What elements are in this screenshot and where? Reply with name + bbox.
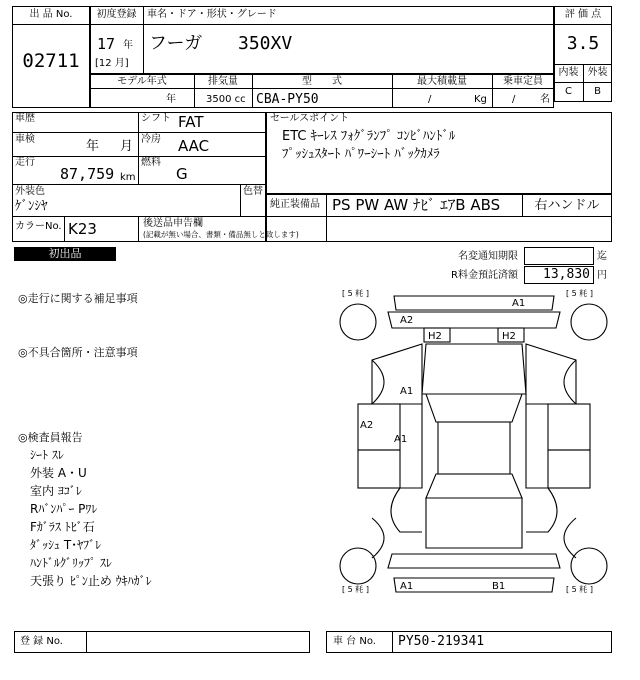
transfer-suffix: 迄	[597, 251, 607, 262]
reg-no-label: 登 録 No.	[20, 636, 63, 647]
first-reg-label: 初度登録	[96, 9, 137, 20]
mileage-value: 87,759	[60, 165, 115, 183]
right-front-door	[548, 404, 590, 450]
max-load-value: /	[428, 94, 432, 105]
shift-value: FAT	[178, 113, 204, 131]
color-no-value: K23	[68, 220, 97, 238]
tire-rear-right	[571, 548, 607, 584]
roof	[438, 422, 510, 474]
hood	[422, 344, 526, 394]
first-reg-year: 17	[97, 35, 116, 53]
tire-rear-left	[340, 548, 376, 584]
code-front-bumper: A1	[512, 298, 526, 309]
chassis-no-value: PY50-219341	[398, 634, 485, 649]
car-name: フーガ	[149, 33, 203, 54]
documents-note: (記載が無い場合、書類・備品無しと致します)	[143, 230, 299, 239]
report-line-7: ﾊﾝﾄﾞﾙｸﾞﾘｯﾌﾟ ｽﾚ	[30, 556, 112, 570]
code-headlight-right: H2	[502, 331, 516, 342]
inspection-month: 月	[120, 139, 134, 154]
recycle-unit: 円	[597, 270, 607, 281]
lot-label: 出 品 No.	[29, 9, 73, 20]
displacement-value: 3500 cc	[206, 94, 246, 105]
chassis-no-label: 車 台 No.	[333, 636, 376, 647]
code-left-rear-door: A1	[394, 434, 408, 445]
equipment-items: PS PW AW ﾅﾋﾞ ｴｱB ABS	[332, 196, 501, 214]
transfer-label: 名変通知期限	[458, 251, 518, 262]
code-rear-center: B1	[492, 581, 506, 592]
ext-color-label: 外装色	[15, 186, 45, 197]
rear-glass	[426, 474, 522, 498]
tire-mark-fl: [ 5 粍 ]	[342, 289, 369, 298]
report-line-2: 外装 A・U	[30, 466, 87, 480]
tire-front-right	[571, 304, 607, 340]
max-load-unit: Kg	[474, 94, 487, 105]
report-line-8: 天張り ﾋﾟﾝ止め ｳｷﾊｶﾞﾚ	[30, 574, 152, 588]
model-year-unit: 年	[166, 94, 176, 105]
equipment-label: 純正装備品	[270, 199, 320, 210]
name-label: 車名・ドア・形状・グレード	[147, 9, 277, 20]
model-year-label: モデル年式	[117, 76, 167, 87]
tire-front-left	[340, 304, 376, 340]
trunk	[426, 498, 522, 548]
capacity-label: 乗車定員	[503, 76, 543, 87]
code-headlight-left: H2	[428, 331, 442, 342]
capacity-value: /	[512, 94, 516, 105]
lot-number: 02711	[22, 50, 80, 72]
rear-arch-left	[372, 518, 384, 558]
model-code: CBA-PY50	[256, 92, 319, 107]
right-rear-door	[548, 450, 590, 488]
car-grade: 350XV	[238, 33, 293, 54]
interior-label: 内装	[558, 67, 579, 78]
interior-grade: C	[565, 86, 572, 97]
max-load-label: 最大積載量	[417, 76, 467, 87]
inspection-label: 車検	[15, 134, 35, 145]
code-front-panel: A2	[400, 315, 414, 326]
rear-arch-right	[564, 518, 576, 558]
displacement-label: 排気量	[208, 76, 238, 87]
inspector-label: ◎検査員報告	[18, 431, 83, 444]
code-left-front-fender: A1	[400, 386, 414, 397]
rear-bumper	[394, 578, 554, 592]
inspection-year: 年	[86, 139, 100, 154]
transfer-value	[524, 247, 594, 265]
exterior-label: 外装	[587, 67, 608, 78]
recycle-label: R料金預託済額	[451, 270, 518, 281]
tire-mark-rr: [ 5 粍 ]	[566, 585, 593, 594]
left-rear-door	[358, 450, 400, 488]
supplement-label: ◎走行に関する補足事項	[18, 292, 138, 305]
front-left-arch	[372, 360, 384, 404]
mileage-label: 走行	[15, 157, 35, 168]
sales-point-label: セールスポイント	[270, 113, 350, 124]
front-bumper	[394, 296, 554, 310]
exterior-grade: B	[594, 86, 601, 97]
first-listing-badge: 初出品	[14, 247, 116, 261]
mileage-unit: km	[120, 172, 136, 183]
shift-label: シフト	[141, 113, 171, 124]
handle-side: 右ハンドル	[534, 198, 600, 213]
sales-point-line1: ETC ｷｰﾚｽ ﾌｫｸﾞﾗﾝﾌﾟ ｺﾝﾋﾞﾊﾝﾄﾞﾙ	[282, 129, 456, 144]
code-left-front-door: A2	[360, 420, 374, 431]
sales-point-line2: ﾌﾟｯｼｭｽﾀｰﾄ ﾊﾟﾜｰｼｰﾄ ﾊﾞｯｸｶﾒﾗ	[282, 147, 440, 162]
rear-panel	[388, 554, 560, 568]
score-label: 評 価 点	[564, 9, 602, 20]
color-no-label: カラーNo.	[15, 221, 62, 232]
repaint-label: 色替	[243, 186, 263, 197]
front-right-arch	[564, 360, 576, 404]
ac-label: 冷房	[141, 134, 161, 145]
tire-mark-fr: [ 5 粍 ]	[566, 289, 593, 298]
type-label: 型 式	[302, 76, 342, 87]
documents-label: 後送品申告欄	[143, 218, 203, 229]
defects-label: ◎不具合箇所・注意事項	[18, 346, 138, 359]
ext-color-value: ｹﾞﾝｼﾔ	[15, 199, 48, 214]
code-rear-left: A1	[400, 581, 414, 592]
car-damage-diagram	[336, 286, 612, 604]
report-line-5: Fｶﾞﾗｽ ﾄﾋﾞ石	[30, 520, 95, 534]
ac-value: AAC	[178, 137, 210, 155]
report-line-6: ﾀﾞｯｼｭ T･ﾔﾌﾞﾚ	[30, 538, 102, 552]
front-panel	[388, 312, 560, 328]
fuel-label: 燃料	[141, 157, 161, 168]
report-line-1: ｼｰﾄ ｽﾚ	[30, 448, 64, 462]
fuel-value: G	[176, 165, 188, 183]
recycle-value: 13,830	[543, 267, 590, 282]
capacity-unit: 名	[540, 94, 550, 105]
windshield	[426, 394, 522, 422]
tire-mark-rl: [ 5 粍 ]	[342, 585, 369, 594]
report-line-4: Rﾊﾞﾝﾊﾟｰ Pﾜﾚ	[30, 502, 98, 516]
report-line-3: 室内 ﾖｺﾞﾚ	[30, 484, 82, 498]
history-label: 車歴	[15, 113, 35, 124]
year-suffix: 年	[123, 40, 133, 51]
score-value: 3.5	[566, 33, 600, 54]
first-reg-month: [12 月]	[95, 58, 129, 69]
